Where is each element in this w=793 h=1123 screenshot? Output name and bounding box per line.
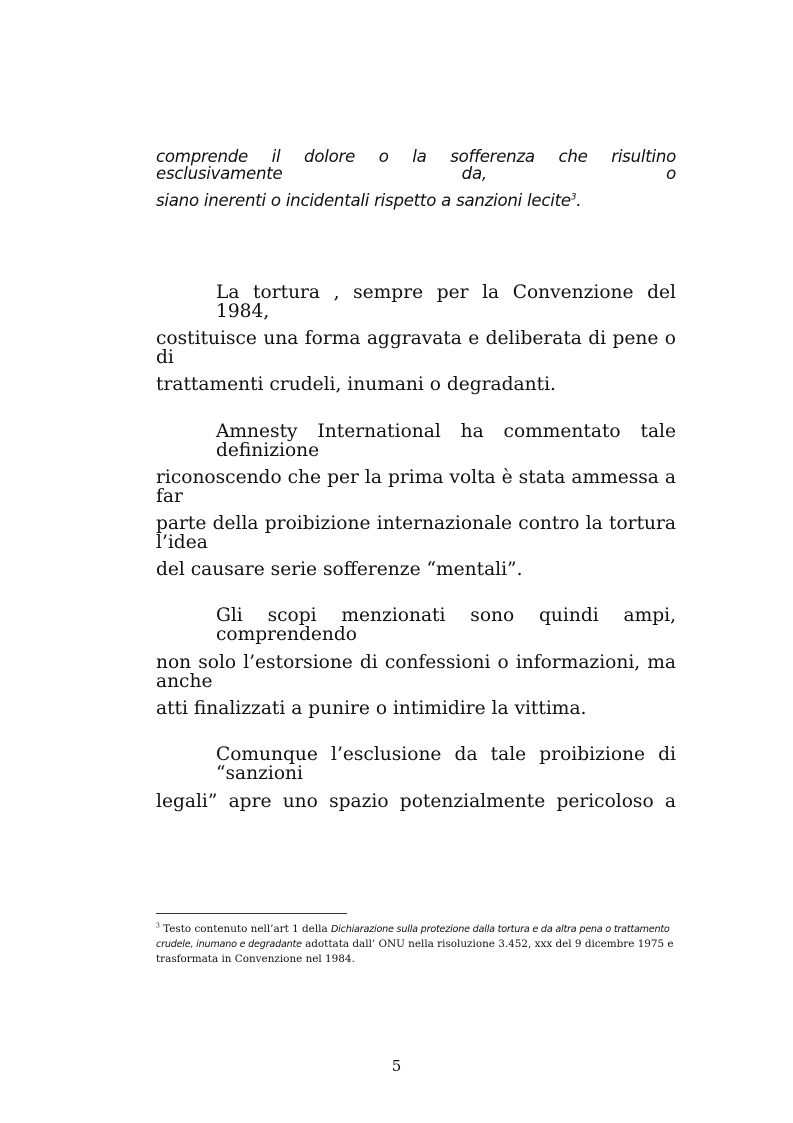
footnote-number: 3 — [156, 922, 160, 930]
paragraph-2-line-4: del causare serie sofferenze “mentali”. — [156, 559, 523, 580]
footnote-text-b: adottata dall’ ONU nella risoluzione 3.452, xxx del 9 dicembre 1975 e — [301, 938, 674, 950]
quote-line-2-text: siano inerenti o incidentali rispetto a sanzioni lecite — [156, 191, 571, 210]
footnote-text-a: Testo contenuto nell’art 1 della — [159, 923, 331, 935]
quote-line-2-end: . — [576, 191, 582, 210]
paragraph-2-line-2: riconoscendo che per la prima volta è stata ammessa a far — [156, 467, 676, 507]
paragraph-4-line-1: Comunque l’esclusione da tale proibizione di “sanzioni — [216, 744, 676, 784]
page-number: 5 — [391, 1057, 402, 1075]
paragraph-3-line-1: Gli scopi menzionati sono quindi ampi, comprendendo — [216, 605, 676, 645]
footnote-italic-title-b: crudele, inumano e degradante — [156, 939, 302, 950]
footnote-line-3: trasformata in Convenzione nel 1984. — [156, 953, 355, 965]
paragraph-2-line-1: Amnesty International ha commentato tale definizione — [216, 421, 676, 461]
paragraph-2-line-3: parte della proibizione internazionale contro la tortura l’idea — [156, 513, 676, 553]
quote-line-2 — [156, 193, 676, 210]
paragraph-4-line-2: legali” apre uno spazio potenzialmente pericoloso a — [156, 791, 676, 812]
paragraph-3-line-3: atti finalizzati a punire o intimidire la vittima. — [156, 698, 587, 719]
footnote-line-1 — [156, 924, 686, 935]
paragraph-1-line-3: trattamenti crudeli, inumani o degradanti. — [156, 374, 556, 395]
footnote-reference: 3 — [570, 192, 577, 203]
footnote-line-2 — [156, 939, 686, 950]
paragraph-1-line-1: La tortura , sempre per la Convenzione del 1984, — [216, 282, 676, 322]
quote-line-1: comprende il dolore o la sofferenza che risultino esclusivamente da, o — [156, 147, 676, 183]
paragraph-3-line-2: non solo l’estorsione di confessioni o informazioni, ma anche — [156, 652, 676, 692]
footnote-separator — [156, 913, 347, 914]
footnote-italic-title-a: Dichiarazione sulla protezione dalla tortura e da altra pena o trattamento — [330, 924, 670, 935]
paragraph-1-line-2: costituisce una forma aggravata e deliberata di pene o di — [156, 328, 676, 368]
